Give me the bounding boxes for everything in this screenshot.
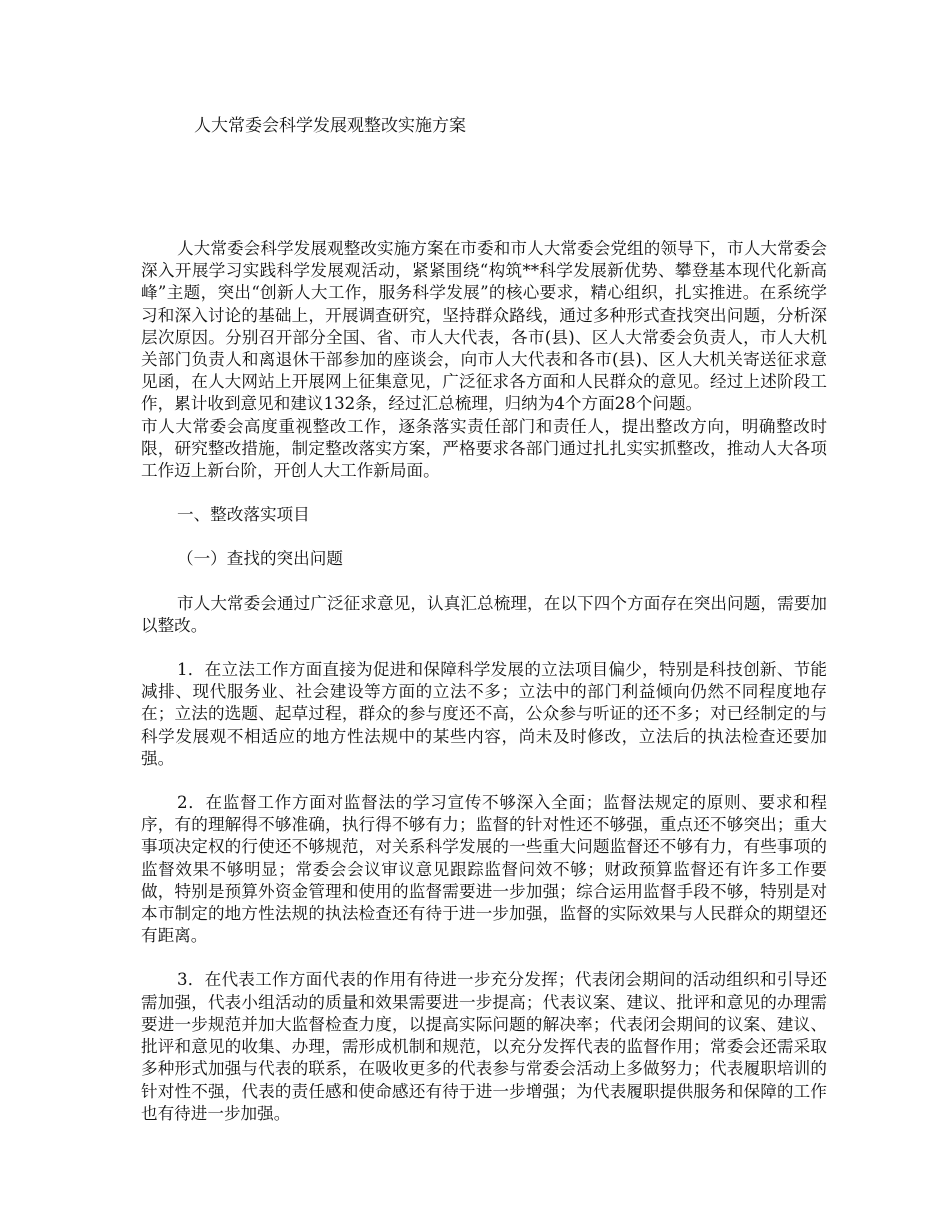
subsection-intro-paragraph: 市人大常委会通过广泛征求意见，认真汇总梳理，在以下四个方面存在突出问题，需要加以整改。 <box>141 593 827 635</box>
problem-item-1: 1．在立法工作方面直接为促进和保障科学发展的立法项目偏少，特别是科技创新、节能减排、现代服务业、社会建设等方面的立法不多；立法中的部门利益倾向仍然不同程度地存在；立法的选题、起草过程，群众的参与度还不高，公众参与听证的还不多；对已经制定的与科学发展观不相适应的地方性法规中的某些内容，尚未及时修改，立法后的执法检查还要加强。 <box>141 660 827 768</box>
intro-paragraph-2: 市人大常委会高度重视整改工作，逐条落实责任部门和责任人，提出整改方向，明确整改时限，研究整改措施，制定整改落实方案，严格要求各部门通过扎扎实实抓整改，推动人大各项工作迈上新台阶，开创人大工作新局面。 <box>141 416 827 481</box>
subsection-heading: （一）查找的突出问题 <box>177 549 343 569</box>
document-body <box>141 238 827 1147</box>
section-heading: 一、整改落实项目 <box>177 505 310 525</box>
document-title: 人大常委会科学发展观整改实施方案 <box>194 116 466 136</box>
problem-item-2: 2．在监督工作方面对监督法的学习宣传不够深入全面；监督法规定的原则、要求和程序，有的理解得不够准确，执行得不够有力；监督的针对性还不够强，重点还不够突出；重大事项决定权的行使还不够规范，对关系科学发展的一些重大问题监督还不够有力，有些事项的监督效果不够明显；常委会会议审议意见跟踪监督问效不够；财政预算监督还有许多工作要做，特别是预算外资金管理和使用的监督需要进一步加强；综合运用监督手段不够，特别是对本市制定的地方性法规的执法检查还有待于进一步加强，监督的实际效果与人民群众的期望还有距离。 <box>141 793 827 946</box>
intro-paragraph-1: 人大常委会科学发展观整改实施方案在市委和市人大常委会党组的领导下，市人大常委会深入开展学习实践科学发展观活动，紧紧围绕“构筑**科学发展新优势、攀登基本现代化新高峰”主题，突出“创新人大工作，服务科学发展”的核心要求，精心组织，扎实推进。在系统学习和深入讨论的基础上，开展调查研究，坚持群众路线，通过多种形式查找突出问题，分析深层次原因。分别召开部分全国、省、市人大代表，各市(县)、区人大常委会负责人，市人大机关部门负责人和离退休干部参加的座谈会，向市人大代表和各市(县)、区人大机关寄送征求意见函，在人大网站上开展网上征集意见，广泛征求各方面和人民群众的意见。经过上述阶段工作，累计收到意见和建议132条，经过汇总梳理，归纳为4个方面28个问题。 <box>141 239 827 414</box>
problem-item-3: 3．在代表工作方面代表的作用有待进一步充分发挥；代表闭会期间的活动组织和引导还需加强，代表小组活动的质量和效果需要进一步提高；代表议案、建议、批评和意见的办理需要进一步规范并加大监督检查力度，以提高实际问题的解决率；代表闭会期间的议案、建议、批评和意见的收集、办理，需形成机制和规范，以充分发挥代表的监督作用；常委会还需采取多种形式加强与代表的联系，在吸收更多的代表参与常委会活动上多做努力；代表履职培训的针对性不强，代表的责任感和使命感还有待于进一步增强；为代表履职提供服务和保障的工作也有待进一步加强。 <box>141 970 827 1123</box>
